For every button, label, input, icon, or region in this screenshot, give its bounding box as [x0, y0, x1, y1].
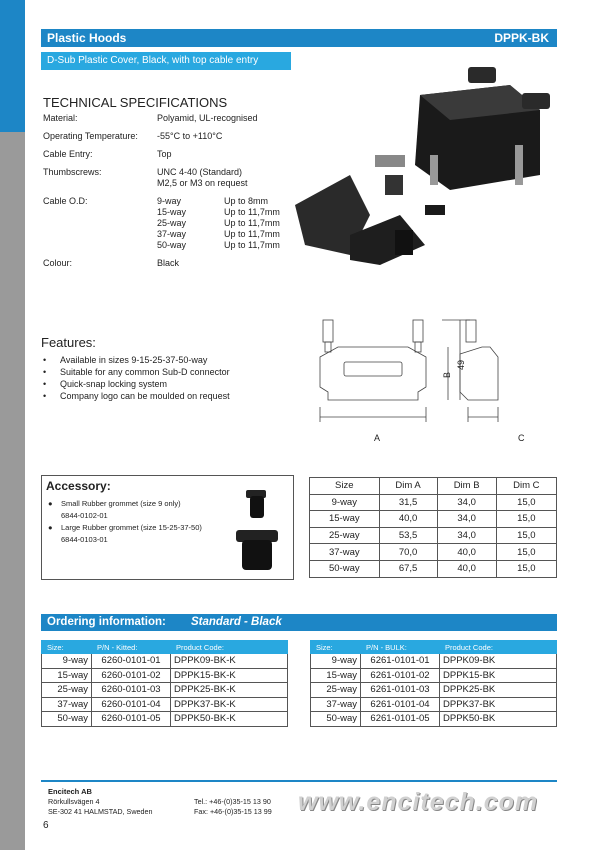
website-link[interactable]: www.encitech.com: [298, 788, 539, 816]
table-cell: 37-way: [42, 697, 92, 712]
product-code: DPPK-BK: [494, 31, 549, 45]
table-cell: 6260-0101-05: [92, 712, 171, 727]
footer-contact: [194, 797, 272, 817]
table-cell: 9-way: [311, 654, 361, 669]
title-bar: [41, 29, 557, 47]
spec-value: Top: [157, 149, 172, 159]
cable-size: 25-way: [157, 218, 187, 228]
dimension-table: [309, 477, 557, 578]
table-cell: 15-way: [311, 668, 361, 683]
dim-label-b: B: [442, 371, 453, 379]
accessory-name: Large Rubber grommet (size 15-25-37-50): [61, 523, 202, 532]
footer-tel: Tel.: +46-(0)35-15 13 90: [194, 797, 271, 806]
table-header: Size: [310, 478, 380, 495]
spec-value: Polyamid, UL-recognised: [157, 113, 258, 123]
cable-od-row: [157, 240, 186, 251]
cable-od-row: [224, 196, 268, 207]
accessory-box: [41, 475, 294, 580]
table-cell: 15,0: [496, 527, 556, 544]
table-header-row: [310, 478, 557, 495]
table-row: [311, 697, 557, 712]
spec-value: -55°C to +110°C: [157, 131, 223, 141]
bullet-icon: ●: [48, 523, 53, 532]
table-header: P/N - Kitted:: [92, 641, 171, 654]
table-cell: 67,5: [379, 560, 437, 577]
table-cell: 40,0: [379, 511, 437, 528]
table-cell: 9-way: [310, 494, 380, 511]
dimension-drawing: [318, 312, 558, 447]
table-row: [42, 654, 288, 669]
dim-label-a: A: [374, 433, 381, 443]
cable-od-row: [157, 229, 186, 240]
table-cell: 6260-0101-02: [92, 668, 171, 683]
bulk-table: [310, 640, 557, 727]
table-cell: DPPK37-BK-K: [171, 697, 288, 712]
table-cell: DPPK37-BK: [440, 697, 557, 712]
table-cell: 6261-0101-04: [361, 697, 440, 712]
dim-label-c: C: [518, 433, 525, 443]
spec-value: M2,5 or M3 on request: [157, 178, 248, 188]
spec-value: Black: [157, 258, 180, 268]
table-cell: 6261-0101-03: [361, 683, 440, 698]
table-cell: 37-way: [311, 697, 361, 712]
table-header: Dim A: [379, 478, 437, 495]
address-line: SE-302 41 HALMSTAD, Sweden: [48, 807, 153, 816]
table-cell: DPPK15-BK: [440, 668, 557, 683]
table-row: [310, 560, 557, 577]
cable-od-value: Up to 11,7mm: [224, 240, 280, 250]
footer-divider: [41, 780, 557, 782]
table-cell: 15,0: [496, 494, 556, 511]
cable-od-row: [157, 207, 186, 218]
ordering-subheading: Standard - Black: [191, 616, 282, 628]
table-cell: DPPK15-BK-K: [171, 668, 288, 683]
table-cell: DPPK50-BK: [440, 712, 557, 727]
table-row: [42, 683, 288, 698]
ordering-bar: [41, 614, 557, 631]
table-cell: 15,0: [496, 511, 556, 528]
table-cell: 50-way: [311, 712, 361, 727]
table-cell: 34,0: [437, 527, 496, 544]
specs-heading: TECHNICAL SPECIFICATIONS: [43, 95, 228, 110]
list-item: • Suitable for any common Sub-D connector: [43, 366, 230, 378]
cable-od-value: Up to 11,7mm: [224, 207, 280, 217]
table-cell: 6260-0101-03: [92, 683, 171, 698]
subtitle: D-Sub Plastic Cover, Black, with top cable entry: [41, 52, 291, 70]
table-row: [42, 712, 288, 727]
page-number: 6: [43, 820, 49, 831]
table-cell: 40,0: [437, 560, 496, 577]
cable-od-value: Up to 11,7mm: [224, 229, 280, 239]
cable-od-row: [224, 229, 280, 240]
table-cell: 15,0: [496, 560, 556, 577]
table-header: Product Code:: [440, 641, 557, 654]
sidebar-accent-gray: [0, 132, 25, 850]
cable-od-row: [224, 218, 280, 229]
table-cell: 37-way: [310, 544, 380, 561]
table-cell: 15,0: [496, 544, 556, 561]
accessory-pn: 6844-0102-01: [61, 511, 108, 520]
table-cell: DPPK09-BK: [440, 654, 557, 669]
footer-company: Encitech AB: [48, 787, 92, 796]
cable-od-value: Up to 11,7mm: [224, 218, 280, 228]
accessory-name: Small Rubber grommet (size 9 only): [61, 499, 181, 508]
table-header: Size:: [311, 641, 361, 654]
table-cell: DPPK25-BK: [440, 683, 557, 698]
spec-label: Cable Entry:: [43, 149, 93, 159]
table-row: [311, 668, 557, 683]
table-cell: 6260-0101-04: [92, 697, 171, 712]
dim-label-49: 49: [456, 359, 467, 371]
table-row: [310, 494, 557, 511]
table-row: [311, 712, 557, 727]
cable-od-row: [157, 218, 186, 229]
cable-size: 15-way: [157, 207, 187, 217]
table-cell: DPPK25-BK-K: [171, 683, 288, 698]
features-heading: Features:: [41, 335, 96, 350]
table-header: P/N - BULK:: [361, 641, 440, 654]
hood-assembled: [415, 67, 550, 190]
spec-label: Cable O.D:: [43, 196, 88, 206]
list-item: • Available in sizes 9-15-25-37-50-way: [43, 354, 230, 366]
list-item: • Company logo can be moulded on request: [43, 390, 230, 402]
grommet-image: [232, 486, 292, 576]
table-cell: 31,5: [379, 494, 437, 511]
table-row: [310, 527, 557, 544]
table-cell: DPPK50-BK-K: [171, 712, 288, 727]
footer-address: [48, 797, 153, 817]
list-item: • Quick-snap locking system: [43, 378, 230, 390]
table-header: Dim C: [496, 478, 556, 495]
cable-od-row: [224, 207, 280, 218]
address-line: Rörkullsvägen 4: [48, 797, 100, 806]
cable-size: 9-way: [157, 196, 182, 206]
table-row: [311, 683, 557, 698]
table-cell: 6261-0101-02: [361, 668, 440, 683]
spec-label: Material:: [43, 113, 78, 123]
table-cell: 34,0: [437, 511, 496, 528]
cable-size: 50-way: [157, 240, 187, 250]
bullet-icon: ●: [48, 499, 53, 508]
table-cell: DPPK09-BK-K: [171, 654, 288, 669]
table-cell: 15-way: [42, 668, 92, 683]
table-header: Size:: [42, 641, 92, 654]
table-header: Dim B: [437, 478, 496, 495]
table-header: Product Code:: [171, 641, 288, 654]
cable-od-value: Up to 8mm: [224, 196, 269, 206]
table-row: [42, 668, 288, 683]
table-cell: 6261-0101-01: [361, 654, 440, 669]
table-cell: 25-way: [310, 527, 380, 544]
table-cell: 9-way: [42, 654, 92, 669]
table-cell: 40,0: [437, 544, 496, 561]
table-header-row: [42, 641, 288, 654]
table-row: [311, 654, 557, 669]
cable-od-row: [224, 240, 280, 251]
spec-label: Operating Temperature:: [43, 131, 138, 141]
cable-od-row: [157, 196, 181, 207]
spec-label: Colour:: [43, 258, 73, 268]
accessory-pn: 6844-0103-01: [61, 535, 108, 544]
table-cell: 34,0: [437, 494, 496, 511]
table-cell: 50-way: [42, 712, 92, 727]
ordering-heading: Ordering information:: [47, 616, 166, 628]
table-cell: 70,0: [379, 544, 437, 561]
table-header-row: [311, 641, 557, 654]
features-list: [43, 354, 230, 402]
table-row: [310, 544, 557, 561]
table-cell: 6260-0101-01: [92, 654, 171, 669]
sidebar-accent-blue: [0, 0, 25, 132]
table-cell: 6261-0101-05: [361, 712, 440, 727]
table-cell: 25-way: [42, 683, 92, 698]
kitted-table: [41, 640, 288, 727]
page-title: Plastic Hoods: [47, 31, 127, 45]
table-cell: 25-way: [311, 683, 361, 698]
footer-fax: Fax: +46-(0)35-15 13 99: [194, 807, 272, 816]
cable-size: 37-way: [157, 229, 187, 239]
table-row: [42, 697, 288, 712]
product-photo: [290, 55, 560, 265]
accessory-heading: Accessory:: [46, 479, 111, 493]
hood-exploded: [295, 155, 445, 265]
table-cell: 53,5: [379, 527, 437, 544]
table-cell: 50-way: [310, 560, 380, 577]
spec-value: UNC 4-40 (Standard): [157, 167, 243, 177]
table-cell: 15-way: [310, 511, 380, 528]
table-row: [310, 511, 557, 528]
spec-label: Thumbscrews:: [43, 167, 102, 177]
